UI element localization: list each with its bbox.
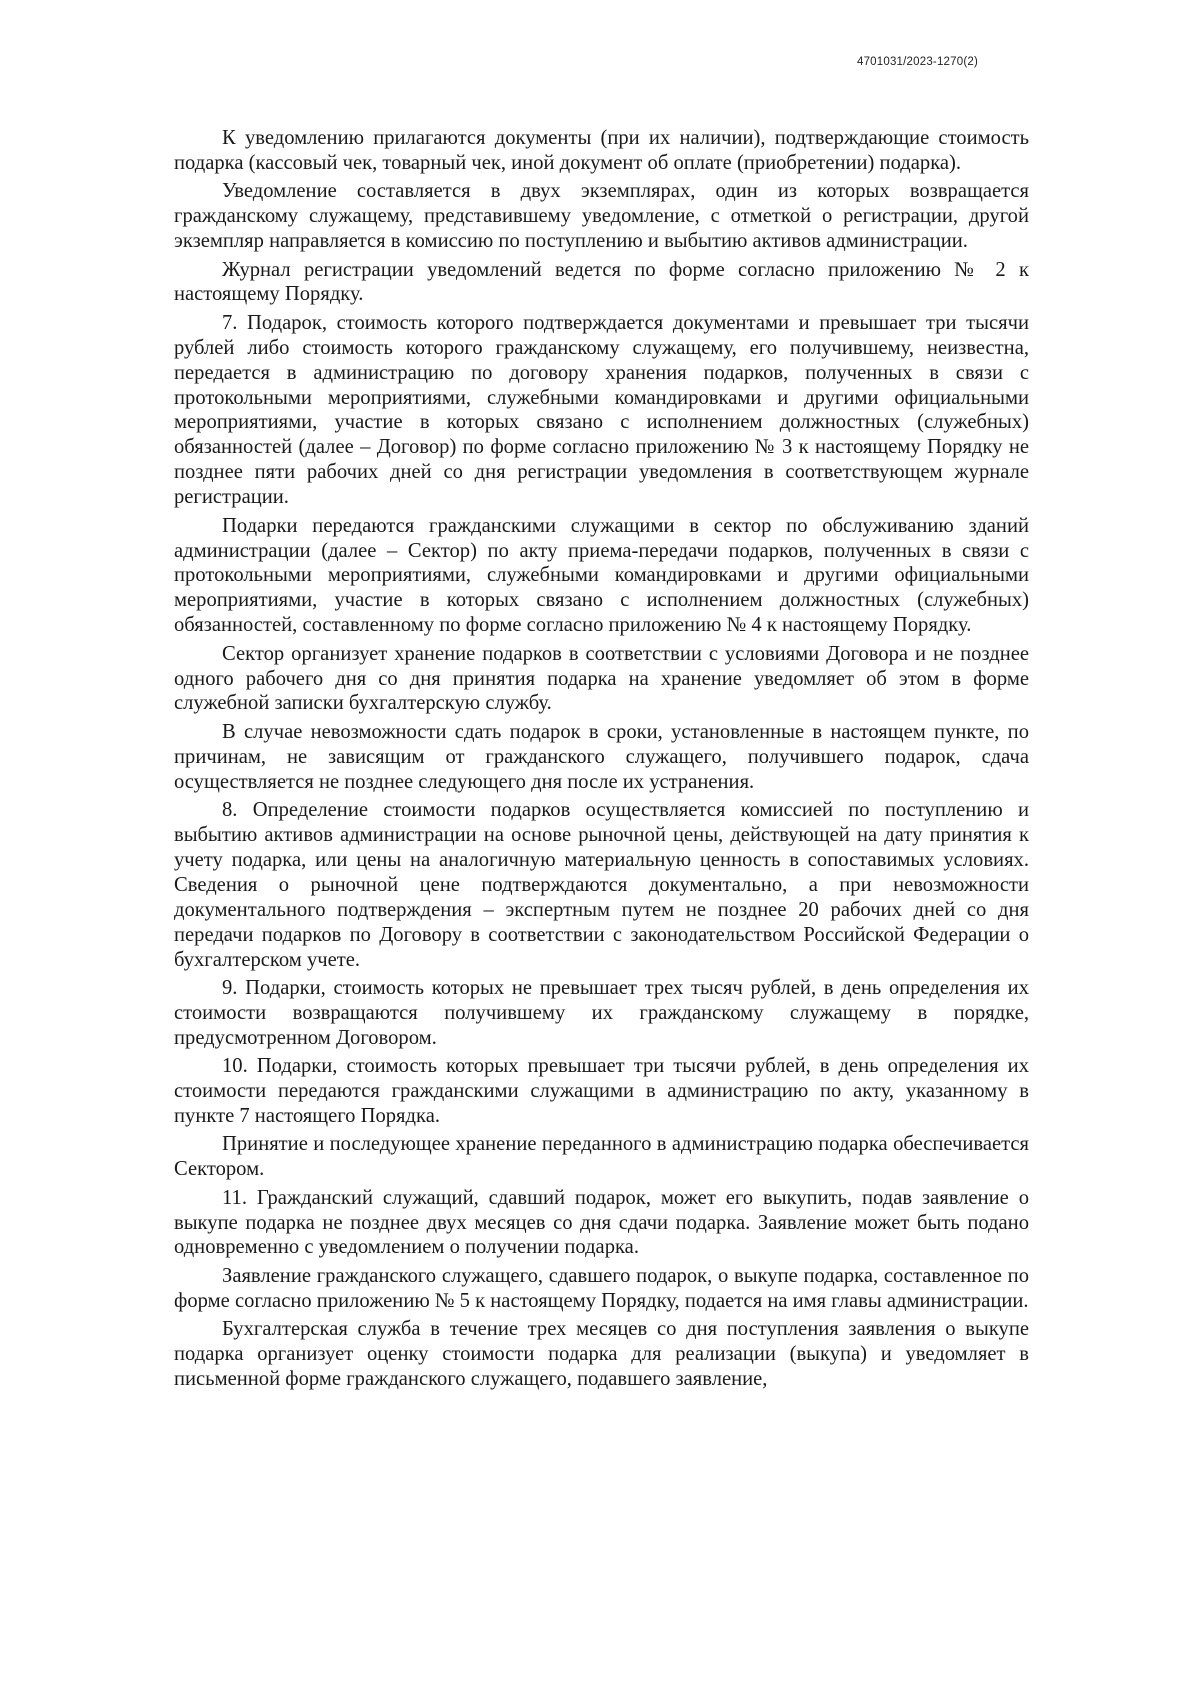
- paragraph-two-copies: Уведомление составляется в двух экземплярах, один из которых возвращается гражданскому служащему, представившему уведомление, с отметкой о регистрации, другой экземпляр направляется в комиссию по поступлению и выбытию активов администрации.: [174, 180, 1029, 253]
- document-body: [174, 126, 1029, 1395]
- paragraph-item-10: 10. Подарки, стоимость которых превышает три тысячи рублей, в день определения их стоимости передаются гражданскими служащими в администрацию по акту, указанному в пункте 7 настоящего Порядка.: [174, 1055, 1029, 1127]
- paragraph-item-8: 8. Определение стоимости подарков осуществляется комиссией по поступлению и выбытию активов администрации на основе рыночной цены, действующей на дату принятия к учету подарка, или цены на аналогичную материальную ценность в сопоставимых условиях. Сведения о рыночной цене подтверждаются документально, а при невозможности документального подтверждения – экспертным путем не позднее 20 рабочих дней со дня передачи подарков по Договору в соответствии с законодательством Российской Федерации о бухгалтерском учете.: [174, 799, 1029, 971]
- paragraph-sector-storage: Сектор организует хранение подарков в соответствии с условиями Договора и не позднее одного рабочего дня со дня принятия подарка на хранение уведомляет об этом в форме служебной записки бухгалтерскую службу.: [174, 642, 1029, 715]
- paragraph-registration-journal: Журнал регистрации уведомлений ведется по форме согласно приложению № 2 к настоящему Порядку.: [174, 258, 1029, 306]
- paragraph-item-11: 11. Гражданский служащий, сдавший подарок, может его выкупить, подав заявление о выкупе подарка не позднее двух месяцев со дня сдачи подарка. Заявление может быть подано одновременно с уведомлением о получении подарка.: [174, 1186, 1029, 1259]
- paragraph-attachments: К уведомлению прилагаются документы (при их наличии), подтверждающие стоимость подарка (кассовый чек, товарный чек, иной документ об оплате (приобретении) подарка).: [174, 127, 1029, 174]
- paragraph-item-9: 9. Подарки, стоимость которых не превышает трех тысяч рублей, в день определения их стоимости возвращаются получившему их гражданскому служащему в порядке, предусмотренном Договором.: [174, 976, 1029, 1049]
- paragraph-accounting-service: Бухгалтерская служба в течение трех месяцев со дня поступления заявления о выкупе подарка организует оценку стоимости подарка для реализации (выкупа) и уведомляет в письменной форме гражданского служащего, подавшего заявление,: [174, 1318, 1029, 1390]
- paragraph-acceptance-storage: Принятие и последующее хранение переданного в администрацию подарка обеспечивается Сектором.: [174, 1133, 1029, 1181]
- paragraph-delay-case: В случае невозможности сдать подарок в сроки, установленные в настоящем пункте, по причинам, не зависящим от гражданского служащего, получившего подарок, сдача осуществляется не позднее следующего дня после их устранения.: [174, 720, 1029, 793]
- paragraph-buyout-application: Заявление гражданского служащего, сдавшего подарок, о выкупе подарка, составленное по форме согласно приложению № 5 к настоящему Порядку, подается на имя главы администрации.: [174, 1264, 1029, 1312]
- paragraph-transfer-to-sector: Подарки передаются гражданскими служащими в сектор по обслуживанию зданий администрации (далее – Сектор) по акту приема-передачи подарков, полученных в связи с протокольными мероприятиями, служебными командировками и другими официальными мероприятиями, участие в которых связано с исполнением должностных (служебных) обязанностей, составленному по форме согласно приложению № 4 к настоящему Порядку.: [174, 514, 1029, 637]
- document-registration-number: 4701031/2023-1270(2): [856, 56, 978, 68]
- paragraph-item-7: 7. Подарок, стоимость которого подтверждается документами и превышает три тысячи рублей либо стоимость которого гражданскому служащему, его получившему, неизвестна, передается в администрацию по договору хранения подарков, полученных в связи с протокольными мероприятиями, служебными командировками и другими официальными мероприятиями, участие в которых связано с исполнением должностных (служебных) обязанностей (далее – Договор) по форме согласно приложению № 3 к настоящему Порядку не позднее пяти рабочих дней со дня регистрации уведомления в соответствующем журнале регистрации.: [174, 311, 1029, 509]
